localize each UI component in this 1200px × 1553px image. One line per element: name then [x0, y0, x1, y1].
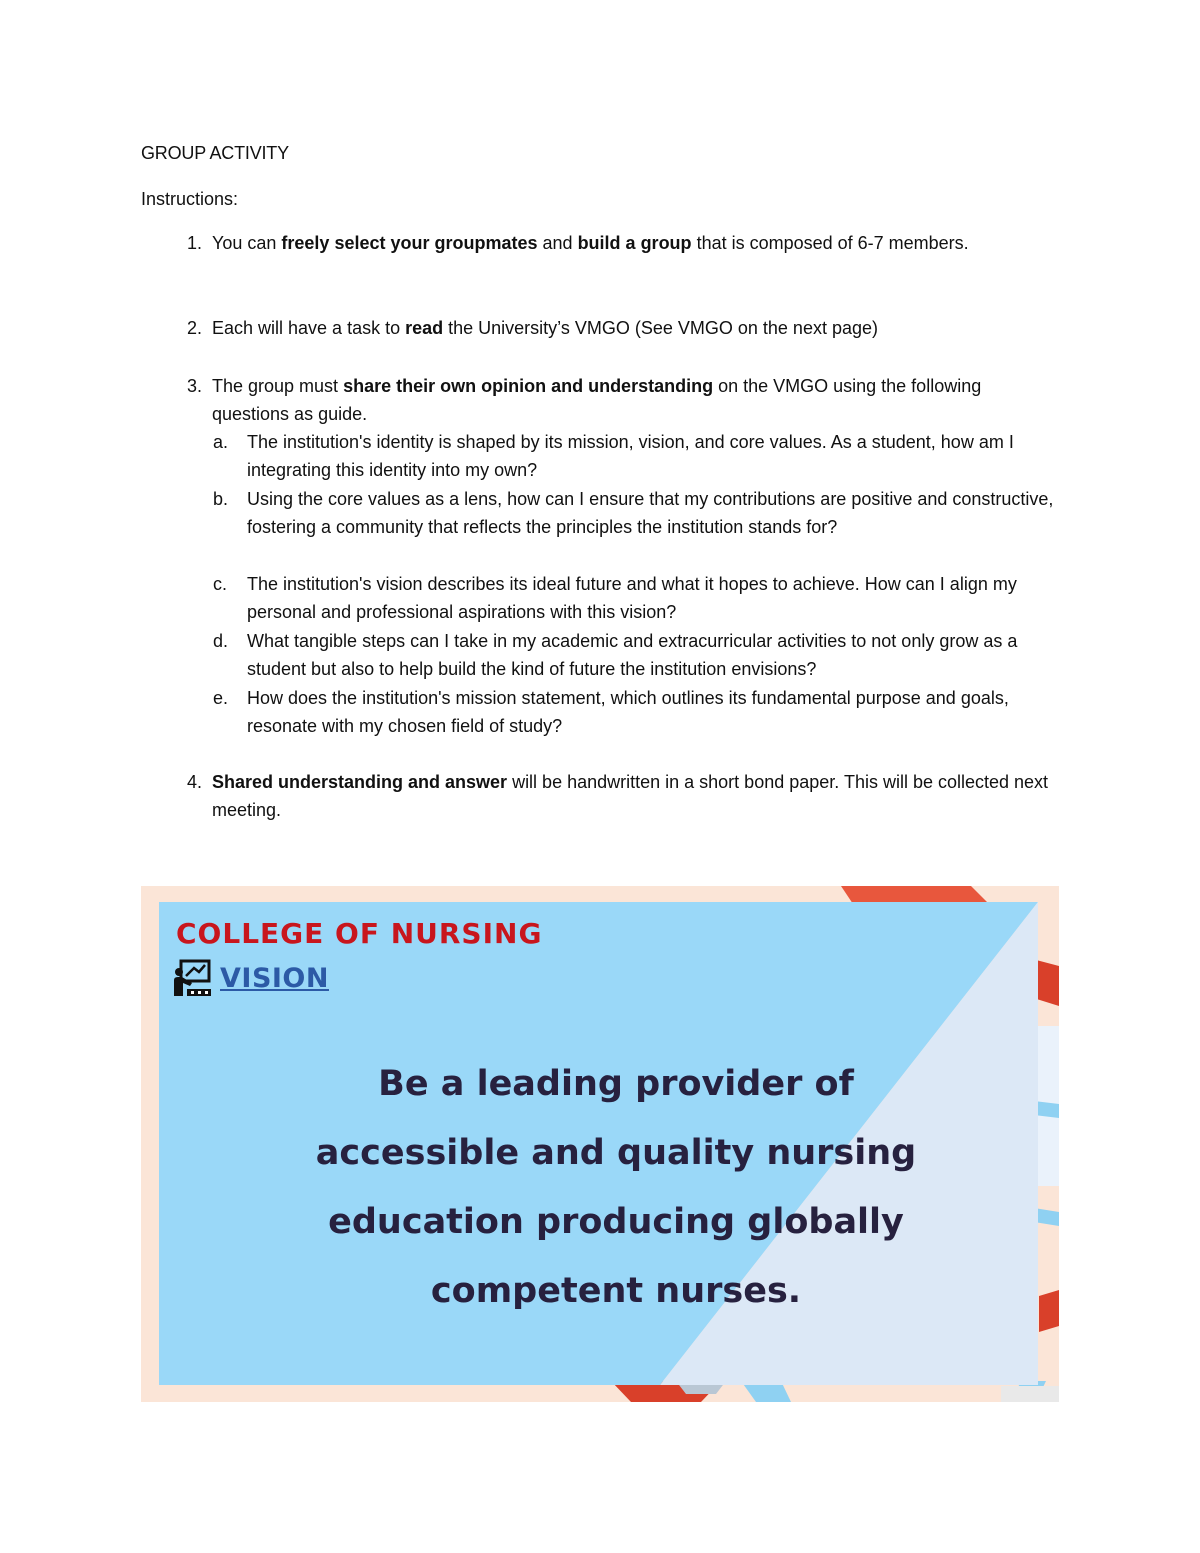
item-number: 2.: [186, 318, 202, 338]
question-letter: d.: [213, 631, 229, 651]
item-text: You can freely select your groupmates and build a group that is composed of 6-7 members.: [212, 233, 969, 253]
question-c: [213, 570, 1062, 626]
item-number: 3.: [186, 376, 202, 396]
question-text: The institution's vision describes its ideal future and what it hopes to achieve. How can I align my personal and professional aspirations with this vision?: [247, 574, 1017, 622]
question-text: How does the institution's mission statement, which outlines its fundamental purpose and goals, resonate with my chosen field of study?: [247, 688, 1009, 736]
vision-link[interactable]: VISION: [220, 962, 329, 994]
vision-statement: [300, 1050, 932, 1326]
item-number: 1.: [186, 233, 202, 253]
item-number: 4.: [186, 772, 202, 792]
question-letter: e.: [213, 688, 229, 708]
instruction-item-3: [186, 372, 1032, 428]
question-letter: a.: [213, 432, 229, 452]
vision-heading: [172, 958, 329, 998]
item-text: The group must share their own opinion and understanding on the VMGO using the following questions as guide.: [212, 376, 982, 424]
instruction-item-1: [186, 229, 1012, 257]
question-text: What tangible steps can I take in my academic and extracurricular activities to not only grow as a student but also to help build the kind of future the institution envisions?: [247, 631, 1018, 679]
instruction-item-2: [186, 314, 1072, 342]
question-d: [213, 627, 1062, 683]
item-text: Each will have a task to read the University’s VMGO (See VMGO on the next page): [212, 318, 878, 338]
question-text: Using the core values as a lens, how can I ensure that my contributions are positive and constructive, fostering a community that reflects the principles the institution stands for?: [247, 489, 1054, 537]
question-b: [213, 485, 1062, 541]
question-letter: c.: [213, 574, 228, 594]
item-text: Shared understanding and answer will be handwritten in a short bond paper. This will be collected next meeting.: [212, 772, 1049, 820]
college-heading: COLLEGE OF NURSING: [176, 917, 543, 950]
statement-line-2: accessible and quality nursing: [315, 1133, 917, 1173]
instructions-label: Instructions:: [141, 189, 239, 209]
statement-line-3: education producing globally: [328, 1202, 904, 1242]
question-e: [213, 684, 1062, 740]
question-a: [213, 428, 1062, 484]
question-letter: b.: [213, 489, 229, 509]
presentation-icon: [172, 958, 212, 998]
statement-line-4: competent nurses.: [430, 1271, 802, 1311]
question-text: The institution's identity is shaped by its mission, vision, and core values. As a student, how am I integrating this identity into my own?: [247, 432, 1014, 480]
instruction-item-4: [186, 768, 1052, 824]
document-title: GROUP ACTIVITY: [141, 143, 289, 163]
statement-line-1: Be a leading provider of: [378, 1064, 854, 1104]
